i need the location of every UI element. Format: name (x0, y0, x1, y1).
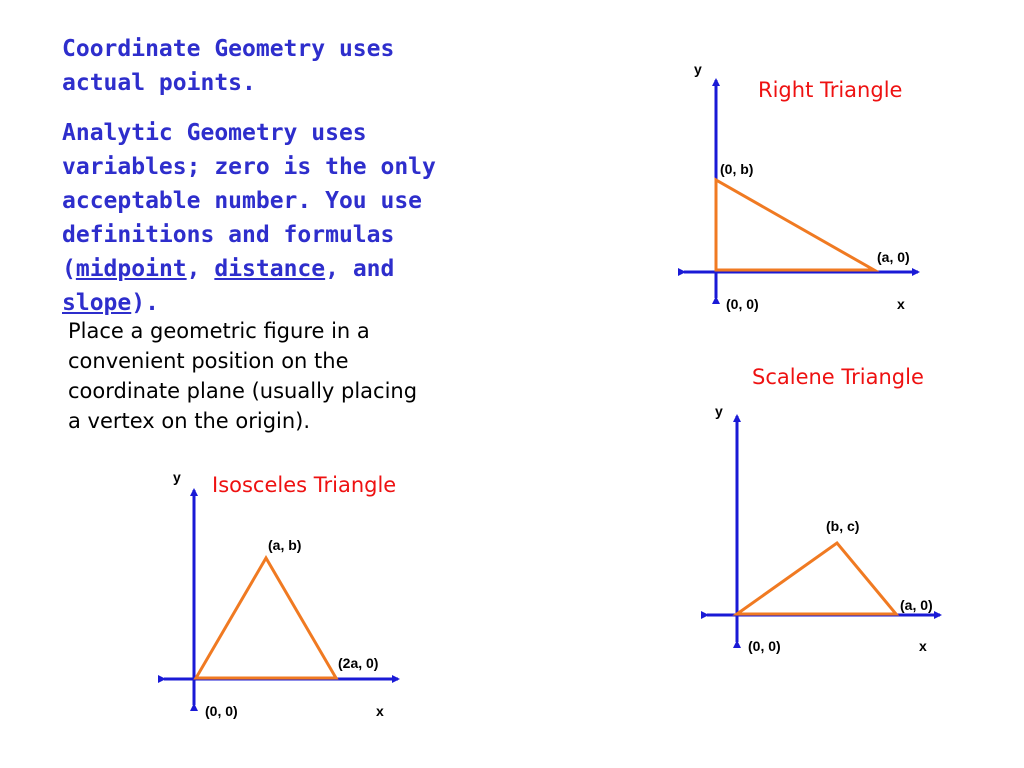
isosceles-triangle-diagram (164, 469, 398, 719)
right-triangle-diagram (684, 61, 918, 312)
isosceles-triangle-title: Isosceles Triangle (212, 473, 397, 497)
isosceles-triangle-shape (196, 558, 336, 678)
right-vertex-origin-label: (0, 0) (726, 296, 759, 312)
isosceles-vertex-top-label: (a, b) (268, 537, 302, 553)
scalene-vertex-top-label: (b, c) (826, 518, 860, 534)
right-y-label: y (694, 61, 702, 77)
right-triangle-title: Right Triangle (758, 78, 903, 102)
midpoint-link: midpoint (75, 256, 187, 282)
scalene-triangle-title: Scalene Triangle (752, 365, 924, 389)
isosceles-vertex-right-label: (2a, 0) (338, 655, 379, 671)
right-x-label: x (897, 296, 905, 312)
closing-paren: ). (131, 290, 159, 316)
distance-link: distance (214, 256, 326, 282)
coordinate-geometry-text: Coordinate Geometry uses actual points. (62, 36, 395, 96)
slope-link: slope (62, 290, 132, 316)
placement-instruction-text: Place a geometric figure in a convenient position on the coordinate plane (usually placing a vertex on the origin). (68, 319, 418, 433)
isosceles-y-label: y (173, 469, 181, 485)
separator-1: , (186, 256, 215, 282)
right-vertex-top-label: (0, b) (720, 161, 754, 177)
right-vertex-right-label: (a, 0) (877, 249, 910, 265)
separator-2: , and (325, 256, 395, 282)
scalene-vertex-origin-label: (0, 0) (748, 638, 781, 654)
scalene-y-label: y (715, 403, 723, 419)
scalene-vertex-right-label: (a, 0) (900, 597, 933, 613)
scalene-x-label: x (919, 638, 927, 654)
right-triangle-shape (716, 180, 874, 270)
isosceles-vertex-origin-label: (0, 0) (205, 703, 238, 719)
scalene-triangle-shape (737, 543, 896, 614)
scalene-triangle-diagram (707, 365, 940, 654)
isosceles-x-label: x (376, 703, 384, 719)
analytic-intro: Analytic Geometry uses variables; zero is the only acceptable number. You use definitions and formulas ( (62, 120, 436, 282)
